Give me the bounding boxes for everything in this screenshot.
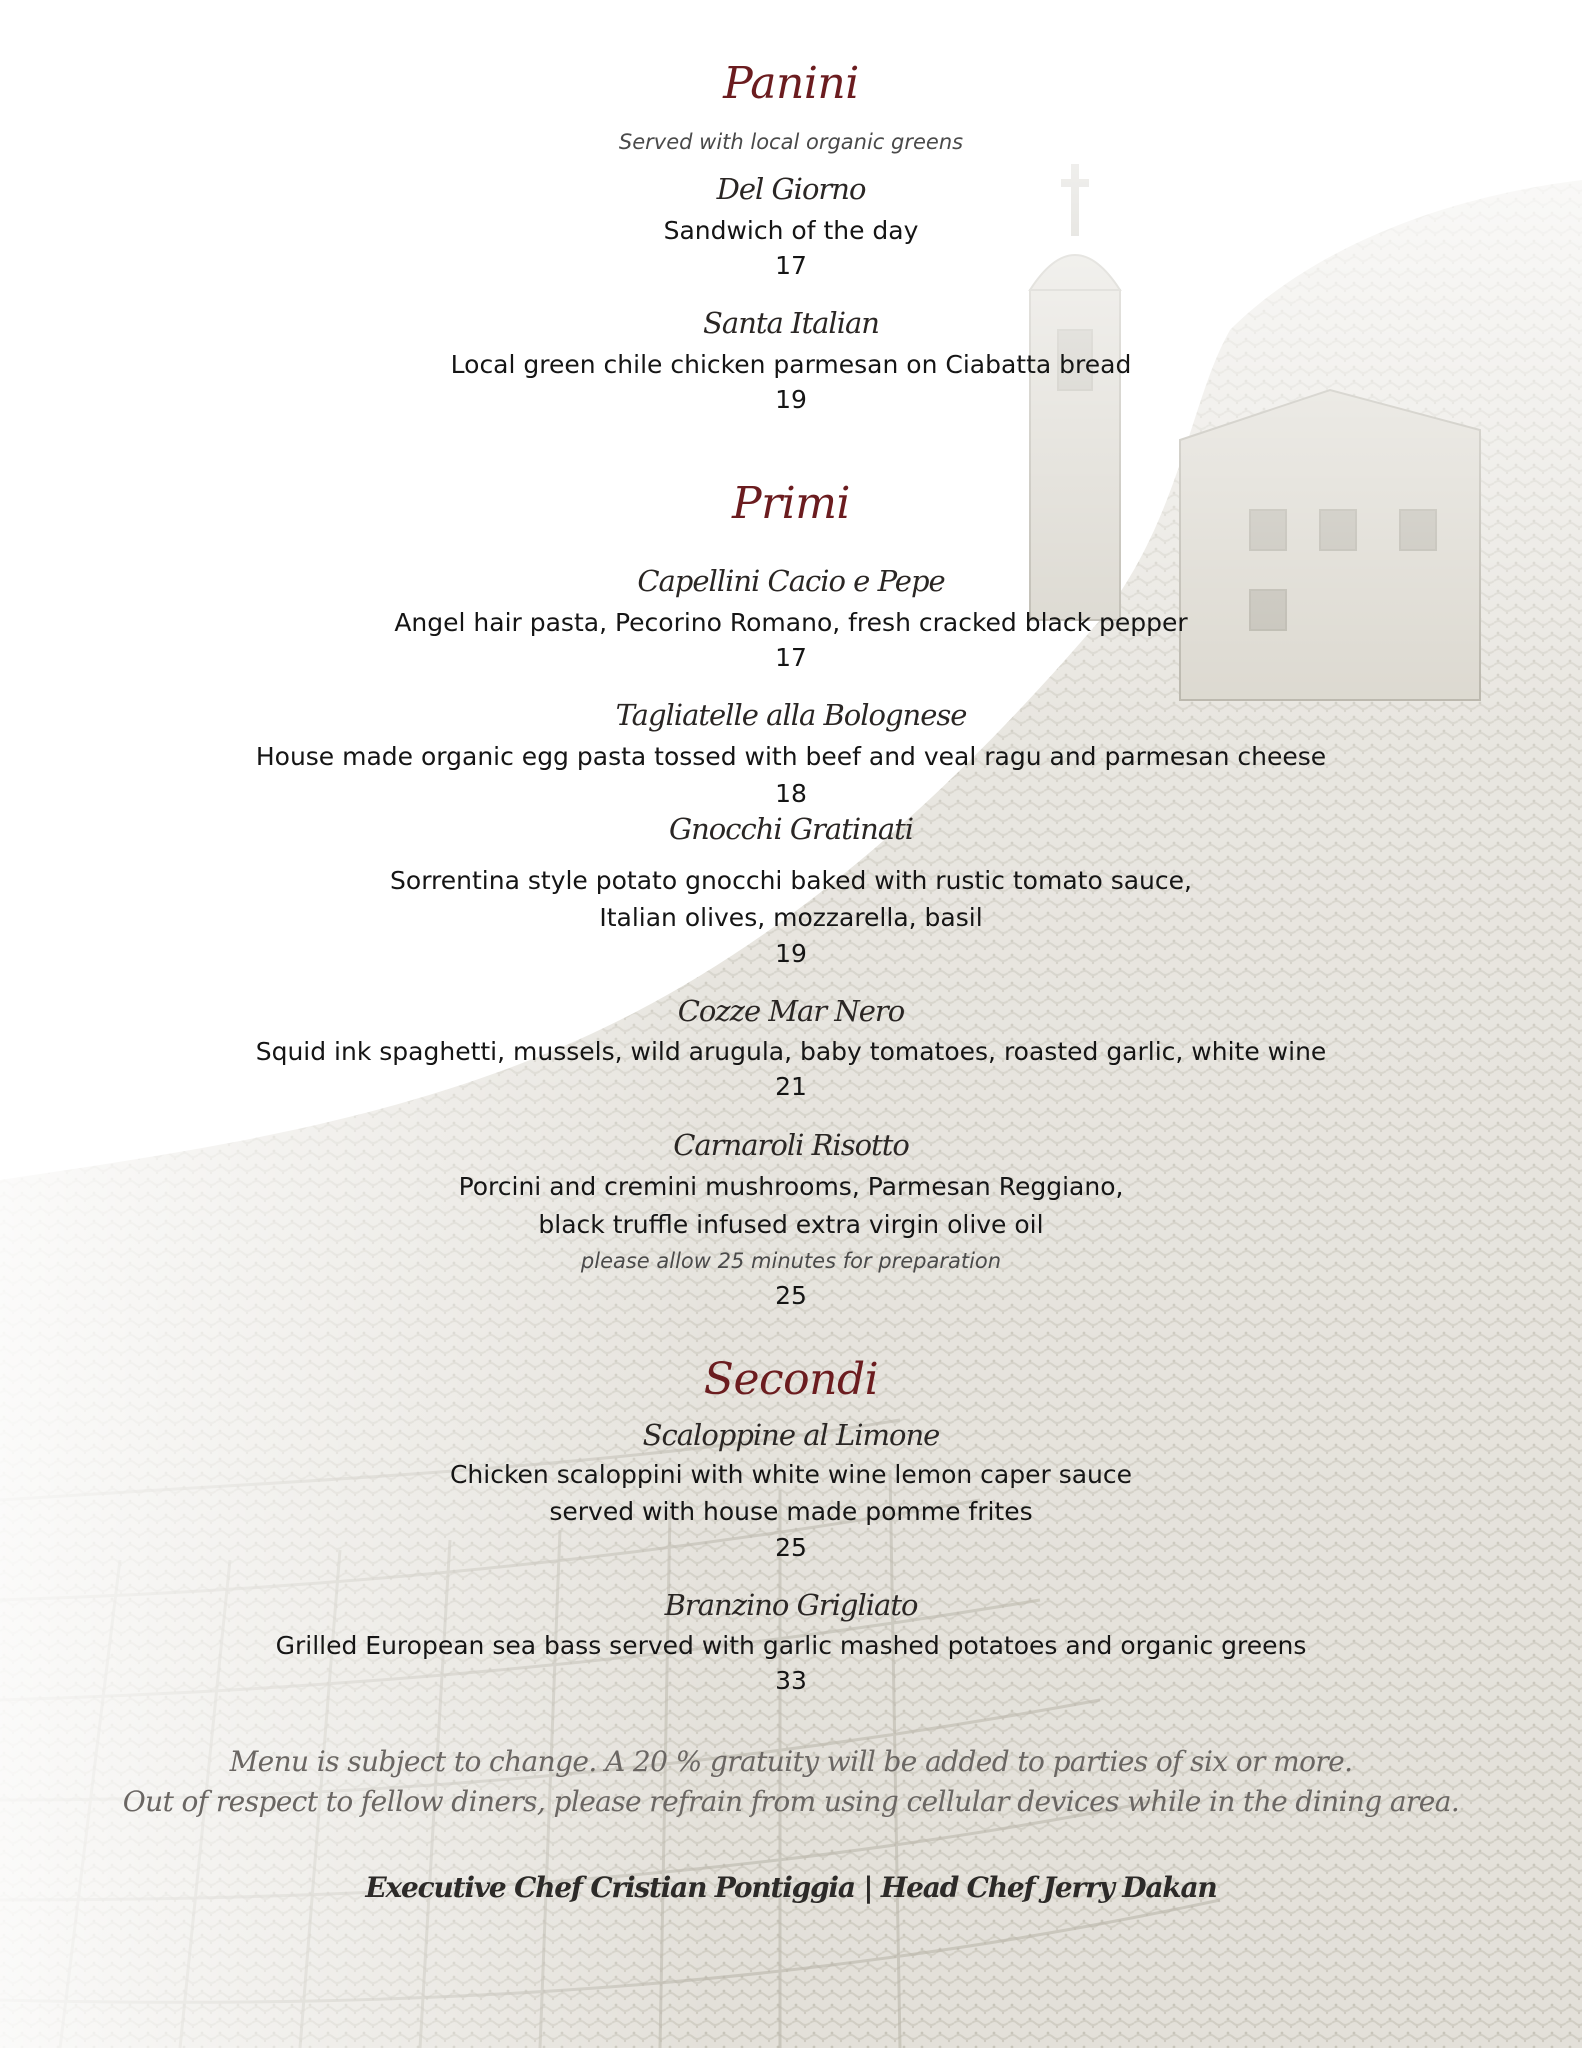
dish-name: Tagliatelle alla Bolognese bbox=[615, 698, 967, 732]
dish-name: Branzino Grigliato bbox=[664, 1588, 918, 1622]
dish-description-line: Sorrentina style potato gnocchi baked with rustic tomato sauce, bbox=[390, 866, 1192, 895]
dish-name: Gnocchi Gratinati bbox=[668, 812, 914, 846]
dish-price: 18 bbox=[775, 779, 807, 808]
dish-price: 25 bbox=[775, 1533, 807, 1562]
dish-price: 19 bbox=[775, 385, 807, 414]
dish-price: 17 bbox=[775, 251, 807, 280]
dish-name: Del Giorno bbox=[716, 172, 866, 206]
dish-price: 33 bbox=[775, 1666, 807, 1695]
dish-description-line: served with house made pomme frites bbox=[549, 1497, 1033, 1526]
dish-description-line: Chicken scaloppini with white wine lemon caper sauce bbox=[449, 1460, 1133, 1489]
dish-name: Santa Italian bbox=[703, 306, 879, 340]
dish-description: House made organic egg pasta tossed with beef and veal ragu and parmesan cheese bbox=[255, 742, 1327, 771]
dish-description: Squid ink spaghetti, mussels, wild arugula, baby tomatoes, roasted garlic, white wine bbox=[255, 1037, 1327, 1066]
dish-description-line: black truffle infused extra virgin olive oil bbox=[538, 1210, 1044, 1239]
menu-notice-line: Menu is subject to change. A 20 % gratuity will be added to parties of six or more. bbox=[229, 1745, 1353, 1778]
dish-price: 21 bbox=[775, 1072, 807, 1101]
section-title-secondi: Secondi bbox=[703, 1354, 879, 1405]
dish-name: Scaloppine al Limone bbox=[642, 1418, 940, 1452]
section-title-primi: Primi bbox=[731, 478, 850, 529]
dish-price: 17 bbox=[775, 643, 807, 672]
dish-description: Angel hair pasta, Pecorino Romano, fresh cracked black pepper bbox=[394, 608, 1188, 637]
dish-description-line: Porcini and cremini mushrooms, Parmesan Reggiano, bbox=[458, 1172, 1124, 1201]
dish-name: Cozze Mar Nero bbox=[677, 994, 905, 1028]
chef-credits: Executive Chef Cristian Pontiggia | Head Chef Jerry Dakan bbox=[365, 1871, 1217, 1904]
dish-description-line: Italian olives, mozzarella, basil bbox=[599, 903, 983, 932]
dish-description: Grilled European sea bass served with garlic mashed potatoes and organic greens bbox=[275, 1631, 1307, 1660]
section-subtitle-panini: Served with local organic greens bbox=[618, 130, 964, 154]
dish-name: Carnaroli Risotto bbox=[673, 1128, 909, 1162]
dish-price: 25 bbox=[775, 1281, 807, 1310]
section-title-panini: Panini bbox=[723, 58, 859, 109]
menu-notice-line: Out of respect to fellow diners, please refrain from using cellular devices while in the dining area. bbox=[122, 1785, 1460, 1818]
dish-price: 19 bbox=[775, 939, 807, 968]
dish-description: Local green chile chicken parmesan on Ciabatta bread bbox=[450, 350, 1132, 379]
dish-name: Capellini Cacio e Pepe bbox=[637, 564, 945, 598]
dish-description: Sandwich of the day bbox=[663, 216, 919, 245]
dish-note: please allow 25 minutes for preparation bbox=[580, 1249, 1002, 1273]
